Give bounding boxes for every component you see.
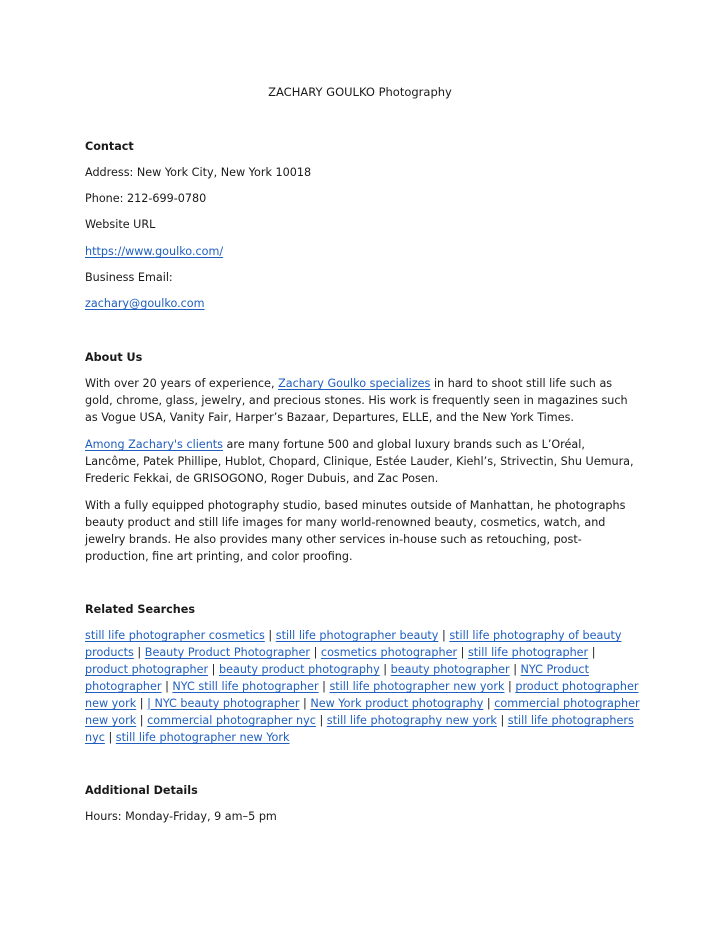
link-separator: | [441,629,446,642]
link-separator: | [165,680,169,693]
related-search-link[interactable]: Beauty Product Photographer [144,646,311,659]
link-separator: | [302,697,307,710]
zachary-goulko-specializes-link[interactable]: Zachary Goulko specializes [278,377,431,390]
link-separator: | [383,663,388,676]
related-search-link[interactable]: product photographer [85,663,209,676]
link-separator: | [460,646,465,659]
related-search-link[interactable]: NYC still life photographer [172,680,319,693]
about-p1-text-after: in hard to shoot still life such as gold, chrome, glass, jewelry, and precious stones. His work is frequently seen in magazines such as Vogue USA, Vanity Fair, Harper’s Bazaar, Departures, ELLE, and the New York Times. [85,377,628,424]
related-search-link[interactable]: product photographer new york [85,680,639,710]
related-search-link[interactable]: still life photography of beauty products [85,629,622,659]
among-clients-link[interactable]: Among Zachary's clients [85,438,223,451]
related-search-link[interactable]: commercial photographer new york [85,697,640,727]
hours-text: Hours: Monday-Friday, 9 am–5 pm [85,810,277,823]
about-heading: About Us [85,351,143,364]
related-search-link[interactable]: still life photographers nyc [85,714,634,744]
related-search-link[interactable]: still life photographer cosmetics [85,629,265,642]
address-text: Address: New York City, New York 10018 [85,166,312,179]
link-separator: | [139,697,144,710]
related-search-link[interactable]: beauty product photography [219,663,380,676]
link-separator: | [486,697,491,710]
link-separator: | [591,646,596,659]
related-search-link[interactable]: NYC Product photographer [85,663,589,693]
about-paragraph-2 [85,436,640,487]
about-p1-text-before: With over 20 years of experience, [85,377,279,390]
related-search-link[interactable]: New York product photography [310,697,484,710]
related-search-link[interactable]: cosmetics photographer [320,646,458,659]
phone-text: Phone: 212-699-0780 [85,192,207,205]
link-separator: | [211,663,216,676]
document-title: ZACHARY GOULKO Photography [268,85,452,99]
related-search-link[interactable]: beauty photographer [390,663,510,676]
email-link[interactable]: zachary@goulko.com [85,297,205,310]
link-separator: | [137,646,142,659]
contact-heading: Contact [85,140,134,153]
link-separator: | [322,680,326,693]
about-paragraph-3: With a fully equipped photography studio, based minutes outside of Manhattan, he photographs beauty product and still life images for many world-renowned beauty, cosmetics, watch, and jewelry brands. He also provides many other services in-house such as retouching, post-production, fine art printing, and color proofing. [85,499,626,563]
website-link[interactable]: https://www.goulko.com/ [85,245,224,258]
related-search-link[interactable]: still life photographer new York [115,731,290,744]
link-separator: | [513,663,517,676]
related-search-link[interactable]: | NYC beauty photographer [147,697,300,710]
related-searches-list [85,627,640,746]
related-search-link[interactable]: commercial photographer nyc [147,714,316,727]
additional-heading: Additional Details [85,784,198,797]
related-search-link[interactable]: still life photographer new york [329,680,505,693]
website-line [85,243,640,260]
website-label: Website URL [85,218,156,231]
about-p2-text-after: are many fortune 500 and global luxury brands such as L’Oréal, Lancôme, Patek Phillipe, Hublot, Chopard, Clinique, Estée Lauder, Kiehl’s, Strivectin, Shu Uemura, Frederic Fekkai, de GRISOGONO, Roger Dubuis, and Zac Posen. [85,438,634,485]
related-heading: Related Searches [85,603,195,616]
link-separator: | [319,714,324,727]
link-separator: | [500,714,505,727]
link-separator: | [508,680,512,693]
related-search-link[interactable]: still life photography new york [326,714,497,727]
email-line [85,295,640,312]
link-separator: | [268,629,273,642]
related-search-link[interactable]: still life photographer [467,646,589,659]
link-separator: | [313,646,318,659]
related-search-link[interactable]: still life photographer beauty [275,629,439,642]
about-paragraph-1 [85,375,640,426]
link-separator: | [108,731,113,744]
email-label: Business Email: [85,271,173,284]
link-separator: | [139,714,144,727]
